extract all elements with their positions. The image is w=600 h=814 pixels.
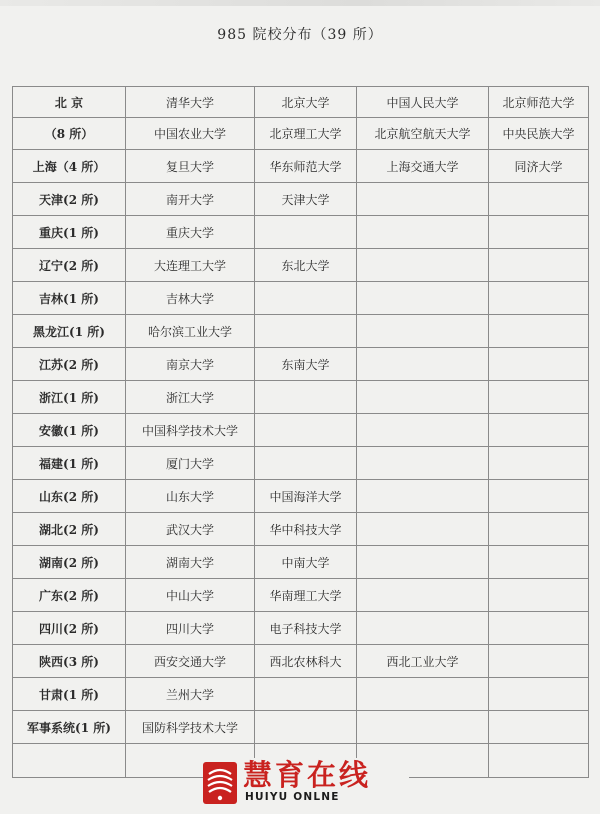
school-cell bbox=[357, 414, 489, 447]
province-cell-beijing-name: 北 京 bbox=[13, 87, 126, 118]
table-row-beijing-1 bbox=[13, 87, 589, 118]
school-cell bbox=[489, 513, 589, 546]
school-cell: 吉林大学 bbox=[126, 282, 255, 315]
province-cell: 广东(2 所) bbox=[13, 579, 126, 612]
school-cell: 北京航空航天大学 bbox=[357, 118, 489, 150]
school-cell bbox=[489, 711, 589, 744]
school-cell bbox=[255, 678, 357, 711]
table-row bbox=[13, 282, 589, 315]
table-row bbox=[13, 612, 589, 645]
school-cell bbox=[255, 216, 357, 249]
school-cell bbox=[357, 315, 489, 348]
table-body bbox=[13, 87, 589, 778]
school-cell bbox=[357, 282, 489, 315]
school-cell bbox=[489, 678, 589, 711]
school-cell: 天津大学 bbox=[255, 183, 357, 216]
school-cell: 中国农业大学 bbox=[126, 118, 255, 150]
table-row-beijing-2 bbox=[13, 118, 589, 150]
school-cell: 西安交通大学 bbox=[126, 645, 255, 678]
school-cell bbox=[489, 447, 589, 480]
school-cell: 中国科学技术大学 bbox=[126, 414, 255, 447]
school-cell: 北京理工大学 bbox=[255, 118, 357, 150]
province-cell: 山东(2 所) bbox=[13, 480, 126, 513]
province-cell: 黑龙江(1 所) bbox=[13, 315, 126, 348]
table-row bbox=[13, 678, 589, 711]
school-cell: 南京大学 bbox=[126, 348, 255, 381]
province-cell: 吉林(1 所) bbox=[13, 282, 126, 315]
school-cell: 厦门大学 bbox=[126, 447, 255, 480]
province-cell bbox=[13, 744, 126, 778]
school-cell bbox=[255, 447, 357, 480]
school-cell: 复旦大学 bbox=[126, 150, 255, 183]
school-cell bbox=[357, 381, 489, 414]
province-cell: 浙江(1 所) bbox=[13, 381, 126, 414]
school-cell bbox=[489, 480, 589, 513]
school-cell: 电子科技大学 bbox=[255, 612, 357, 645]
school-cell: 大连理工大学 bbox=[126, 249, 255, 282]
province-cell-beijing-count: （8 所） bbox=[13, 118, 126, 150]
school-cell: 东北大学 bbox=[255, 249, 357, 282]
table-row bbox=[13, 513, 589, 546]
school-cell: 北京大学 bbox=[255, 87, 357, 118]
school-cell bbox=[357, 711, 489, 744]
province-cell: 安徽(1 所) bbox=[13, 414, 126, 447]
school-cell bbox=[489, 414, 589, 447]
school-cell: 重庆大学 bbox=[126, 216, 255, 249]
table-row bbox=[13, 711, 589, 744]
school-cell bbox=[489, 579, 589, 612]
school-cell: 中国海洋大学 bbox=[255, 480, 357, 513]
province-cell: 江苏(2 所) bbox=[13, 348, 126, 381]
school-cell: 四川大学 bbox=[126, 612, 255, 645]
school-cell bbox=[489, 546, 589, 579]
school-cell bbox=[357, 612, 489, 645]
school-cell bbox=[489, 216, 589, 249]
school-cell: 中央民族大学 bbox=[489, 118, 589, 150]
school-cell bbox=[489, 744, 589, 778]
table-row bbox=[13, 546, 589, 579]
school-cell: 北京师范大学 bbox=[489, 87, 589, 118]
school-cell: 湖南大学 bbox=[126, 546, 255, 579]
province-cell: 四川(2 所) bbox=[13, 612, 126, 645]
top-edge bbox=[0, 0, 600, 6]
school-cell: 山东大学 bbox=[126, 480, 255, 513]
school-cell bbox=[357, 579, 489, 612]
school-cell bbox=[489, 315, 589, 348]
school-cell bbox=[357, 249, 489, 282]
province-cell: 天津(2 所) bbox=[13, 183, 126, 216]
table-row bbox=[13, 183, 589, 216]
school-cell: 同济大学 bbox=[489, 150, 589, 183]
province-cell: 重庆(1 所) bbox=[13, 216, 126, 249]
province-cell: 陕西(3 所) bbox=[13, 645, 126, 678]
province-cell: 福建(1 所) bbox=[13, 447, 126, 480]
school-cell: 西北农林科大 bbox=[255, 645, 357, 678]
school-cell: 中国人民大学 bbox=[357, 87, 489, 118]
school-cell bbox=[489, 183, 589, 216]
school-cell bbox=[489, 381, 589, 414]
page-title: 985 院校分布（39 所） bbox=[217, 27, 383, 43]
school-cell: 兰州大学 bbox=[126, 678, 255, 711]
school-cell bbox=[489, 348, 589, 381]
table-row bbox=[13, 447, 589, 480]
school-cell bbox=[357, 183, 489, 216]
school-cell: 华中科技大学 bbox=[255, 513, 357, 546]
table-row bbox=[13, 216, 589, 249]
school-cell: 中山大学 bbox=[126, 579, 255, 612]
school-cell: 中南大学 bbox=[255, 546, 357, 579]
school-cell: 清华大学 bbox=[126, 87, 255, 118]
huiyu-online-logo bbox=[203, 758, 409, 808]
table-row bbox=[13, 645, 589, 678]
table-row bbox=[13, 480, 589, 513]
table-row bbox=[13, 150, 589, 183]
school-cell bbox=[255, 282, 357, 315]
logo-mark-icon bbox=[203, 762, 237, 804]
table-row bbox=[13, 414, 589, 447]
school-cell: 华东师范大学 bbox=[255, 150, 357, 183]
school-cell: 华南理工大学 bbox=[255, 579, 357, 612]
school-cell bbox=[357, 447, 489, 480]
school-cell: 浙江大学 bbox=[126, 381, 255, 414]
school-cell: 哈尔滨工业大学 bbox=[126, 315, 255, 348]
table-row bbox=[13, 579, 589, 612]
school-cell: 上海交通大学 bbox=[357, 150, 489, 183]
school-cell bbox=[489, 249, 589, 282]
province-cell: 军事系统(1 所) bbox=[13, 711, 126, 744]
province-cell: 甘肃(1 所) bbox=[13, 678, 126, 711]
school-cell bbox=[255, 711, 357, 744]
school-cell: 东南大学 bbox=[255, 348, 357, 381]
province-cell: 辽宁(2 所) bbox=[13, 249, 126, 282]
school-cell bbox=[255, 315, 357, 348]
school-cell bbox=[357, 348, 489, 381]
school-cell bbox=[357, 480, 489, 513]
school-cell bbox=[357, 216, 489, 249]
province-cell: 湖北(2 所) bbox=[13, 513, 126, 546]
school-cell bbox=[489, 645, 589, 678]
university-table bbox=[12, 86, 589, 778]
school-cell bbox=[255, 414, 357, 447]
school-cell bbox=[357, 513, 489, 546]
province-cell: 上海（4 所） bbox=[13, 150, 126, 183]
school-cell bbox=[357, 546, 489, 579]
table-row bbox=[13, 315, 589, 348]
logo-subtext: HUIYU ONLNE bbox=[245, 791, 340, 803]
school-cell: 西北工业大学 bbox=[357, 645, 489, 678]
province-cell: 湖南(2 所) bbox=[13, 546, 126, 579]
school-cell bbox=[489, 612, 589, 645]
school-cell bbox=[357, 678, 489, 711]
school-cell: 武汉大学 bbox=[126, 513, 255, 546]
school-cell bbox=[489, 282, 589, 315]
table-row bbox=[13, 249, 589, 282]
school-cell bbox=[255, 381, 357, 414]
school-cell: 国防科学技术大学 bbox=[126, 711, 255, 744]
school-cell: 南开大学 bbox=[126, 183, 255, 216]
table-row bbox=[13, 381, 589, 414]
table-row bbox=[13, 348, 589, 381]
logo-text: 慧育在线 bbox=[243, 758, 372, 792]
